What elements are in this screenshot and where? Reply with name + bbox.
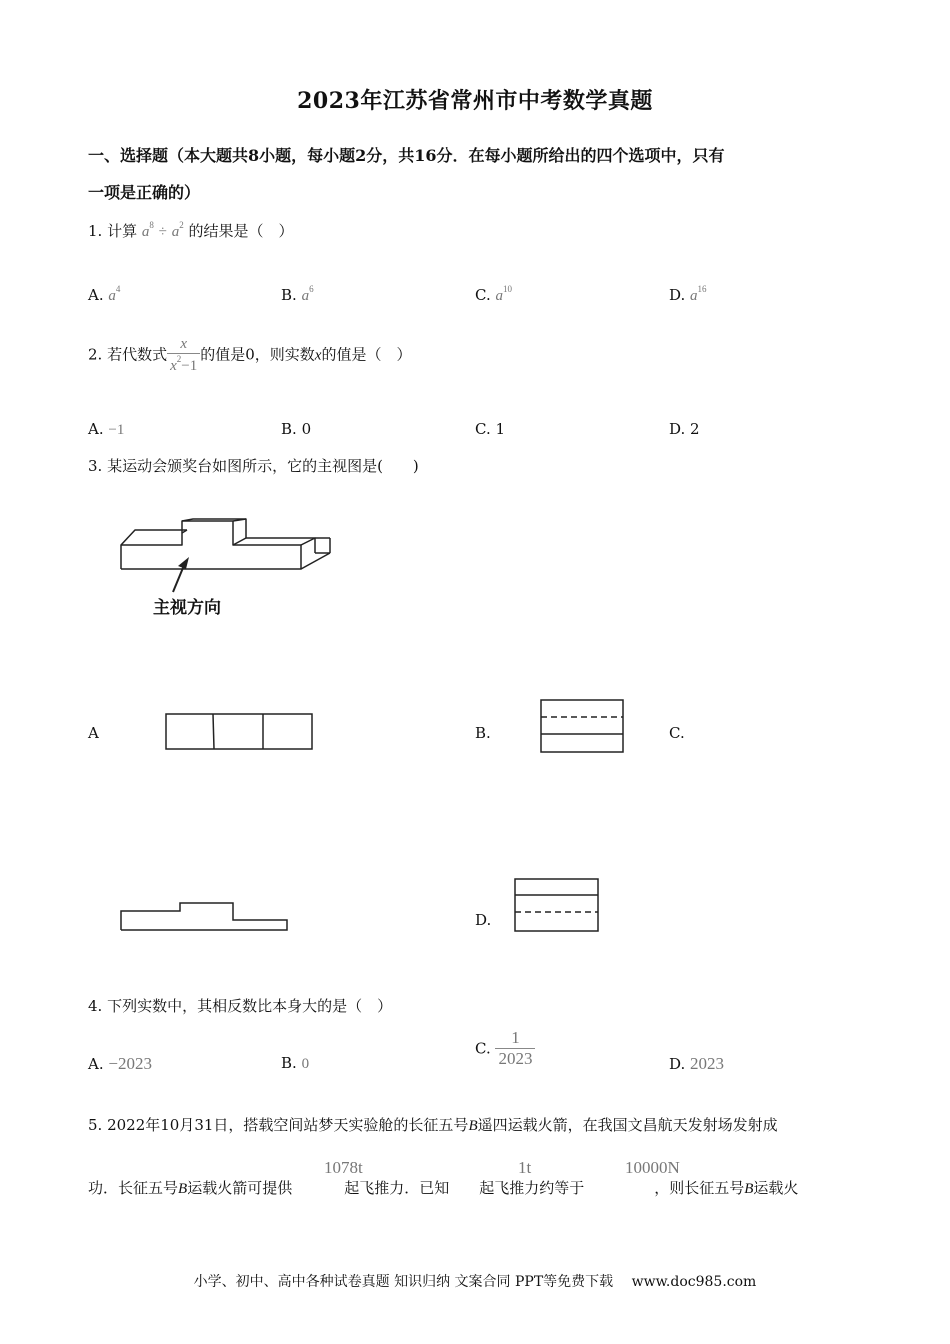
question-5-line2: 功．长征五号B运载火箭可提供 起飞推力．已知 起飞推力约等于 ，则长征五号B运载火 bbox=[88, 1179, 799, 1197]
q4-option-c: C. $\frac{1}{2023}$ bbox=[475, 1028, 535, 1069]
q1-option-c: C. $a^{10}$ bbox=[475, 284, 512, 304]
q4-option-b: B. 0 bbox=[281, 1054, 310, 1072]
section-heading-line1: 一、选择题（本大题共8小题，每小题2分，共16分．在每小题所给出的四个选项中，只有 bbox=[88, 146, 725, 165]
question-1: 1. 计算 $a^8 \div a^2$ 的结果是（ ） bbox=[88, 220, 294, 240]
q1-option-a: A. $a^4$ bbox=[88, 284, 121, 304]
q3-option-a-label: A bbox=[88, 724, 99, 742]
q3-option-d-label: D. bbox=[475, 911, 492, 929]
q2-option-c: C. 1 bbox=[475, 420, 506, 438]
q2-option-a: A. −1 bbox=[88, 420, 125, 438]
view-direction-label: 主视方向 bbox=[153, 598, 221, 618]
q2-fraction: $\frac{x}{x^2-1}$ bbox=[167, 336, 200, 375]
page-title: 2023年江苏省常州市中考数学真题 bbox=[297, 88, 653, 114]
question-5-line1: 5. 2022年10月31日，搭载空间站梦天实验舱的长征五号B遥四运载火箭，在我国文昌航天发射场发射成 bbox=[88, 1116, 778, 1134]
q4-option-a: A. −2023 bbox=[88, 1054, 152, 1073]
question-3: 3. 某运动会颁奖台如图所示，它的主视图是( ) bbox=[88, 457, 419, 475]
q1-option-d: D. $a^{16}$ bbox=[669, 284, 707, 304]
q2-option-d: D. 2 bbox=[669, 420, 700, 438]
question-4: 4. 下列实数中，其相反数比本身大的是（ ） bbox=[88, 997, 393, 1015]
section-heading-line2: 一项是正确的） bbox=[88, 183, 201, 202]
q5-value-1t: 1t bbox=[518, 1158, 532, 1177]
q5-value-thrust: 1078t bbox=[324, 1158, 363, 1177]
q4-option-d: D. 2023 bbox=[669, 1054, 725, 1073]
q3-option-b-label: B. bbox=[475, 724, 491, 742]
q2-option-b: B. 0 bbox=[281, 420, 312, 438]
q1-option-b: B. $a^6$ bbox=[281, 284, 314, 304]
q3-option-c-label: C. bbox=[669, 724, 685, 742]
footer-text: 小学、初中、高中各种试卷真题 知识归纳 文案合同 PPT等免费下载 www.doc985.com bbox=[193, 1274, 757, 1290]
q5-value-newton: 10000N bbox=[625, 1158, 680, 1177]
question-2: 2. 若代数式 $\frac{x}{x^2-1}$ 的值是0，则实数x的值是（ ） bbox=[88, 336, 412, 374]
